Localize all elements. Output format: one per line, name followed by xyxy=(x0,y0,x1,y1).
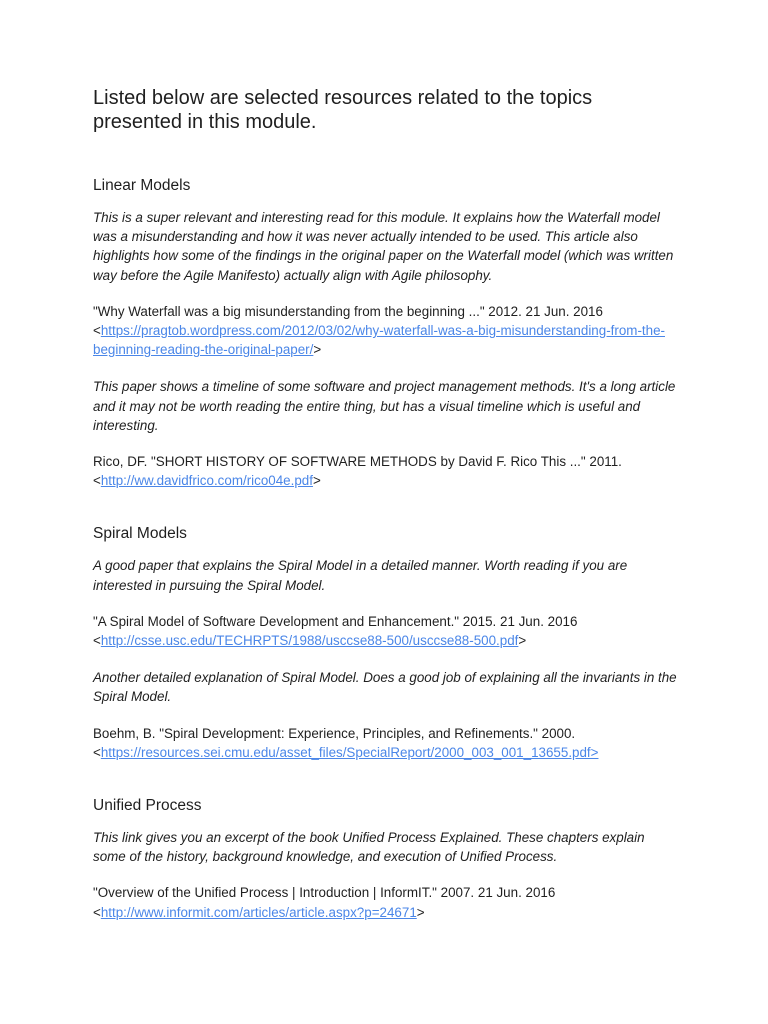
section-heading: Unified Process xyxy=(93,797,202,815)
resource-link[interactable]: http://csse.usc.edu/TECHRPTS/1988/usccse88-500/usccse88-500.pdf xyxy=(100,633,519,649)
citation-text: Rico, DF. "SHORT HISTORY OF SOFTWARE METHODS by David F. Rico This ..." 2011. xyxy=(93,454,622,470)
resource-link[interactable]: http://ww.davidfrico.com/rico04e.pdf xyxy=(100,473,313,489)
citation-text: "Overview of the Unified Process | Introduction | InformIT." 2007. 21 Jun. 2016 xyxy=(93,885,556,901)
resource-link[interactable]: http://www.informit.com/articles/article.aspx?p=24671 xyxy=(100,904,417,920)
citation-text: "Why Waterfall was a big misunderstanding from the beginning ..." 2012. 21 Jun. 2016 xyxy=(93,303,603,319)
resource-description: Another detailed explanation of Spiral Model. Does a good job of explaining all the invariants in the Spiral Model. xyxy=(93,670,677,705)
section-spiral-models xyxy=(93,524,678,762)
link-close: > xyxy=(313,342,322,358)
section-heading: Linear Models xyxy=(93,177,191,194)
link-open: < xyxy=(93,473,101,489)
section-linear-models xyxy=(93,176,678,490)
resource-citation xyxy=(93,883,678,921)
resource-description: This paper shows a timeline of some software and project management methods. It's a long article and it may not be worth reading the entire thing, but has a visual timeline which is useful and interesting. xyxy=(93,379,676,433)
link-close: > xyxy=(518,633,527,649)
link-open: < xyxy=(93,744,101,760)
section-spacer xyxy=(93,780,678,796)
resource-description: A good paper that explains the Spiral Model in a detailed manner. Worth reading if you are interested in pursuing the Spiral Model. xyxy=(93,558,628,593)
section-heading: Spiral Models xyxy=(93,525,187,543)
link-open: < xyxy=(93,633,101,649)
section-spacer xyxy=(93,508,678,524)
resource-description: This link gives you an excerpt of the book Unified Process Explained. These chapters explain some of the history, background knowledge, and execution of Unified Process. xyxy=(93,830,645,865)
link-open: < xyxy=(93,904,101,920)
resource-link[interactable]: https://pragtob.wordpress.com/2012/03/02/why-waterfall-was-a-big-misunderstanding-from-the-beginning-reading-the-original-paper/ xyxy=(93,323,665,358)
link-close: > xyxy=(416,904,425,920)
resource-link[interactable]: https://resources.sei.cmu.edu/asset_files/SpecialReport/2000_003_001_13655.pdf> xyxy=(100,744,599,760)
section-unified-process xyxy=(93,796,678,922)
link-close: > xyxy=(312,473,321,489)
resource-citation xyxy=(93,452,678,490)
resource-citation xyxy=(93,612,678,650)
page-title: Listed below are selected resources related to the topics presented in this module. xyxy=(93,87,593,133)
resource-citation xyxy=(93,302,678,360)
resource-citation xyxy=(93,724,678,762)
resource-description: This is a super relevant and interesting read for this module. It explains how the Waterfall model was a misunderstanding and how it was never actually intended to be used. This article also highlights how some of the findings in the original paper on the Waterfall model (which was written way before the Agile Manifesto) actually align with Agile philosophy. xyxy=(93,210,674,283)
citation-text: "A Spiral Model of Software Development and Enhancement." 2015. 21 Jun. 2016 xyxy=(93,613,578,629)
citation-text: Boehm, B. "Spiral Development: Experience, Principles, and Refinements." 2000. xyxy=(93,725,576,741)
link-open: < xyxy=(93,323,101,339)
